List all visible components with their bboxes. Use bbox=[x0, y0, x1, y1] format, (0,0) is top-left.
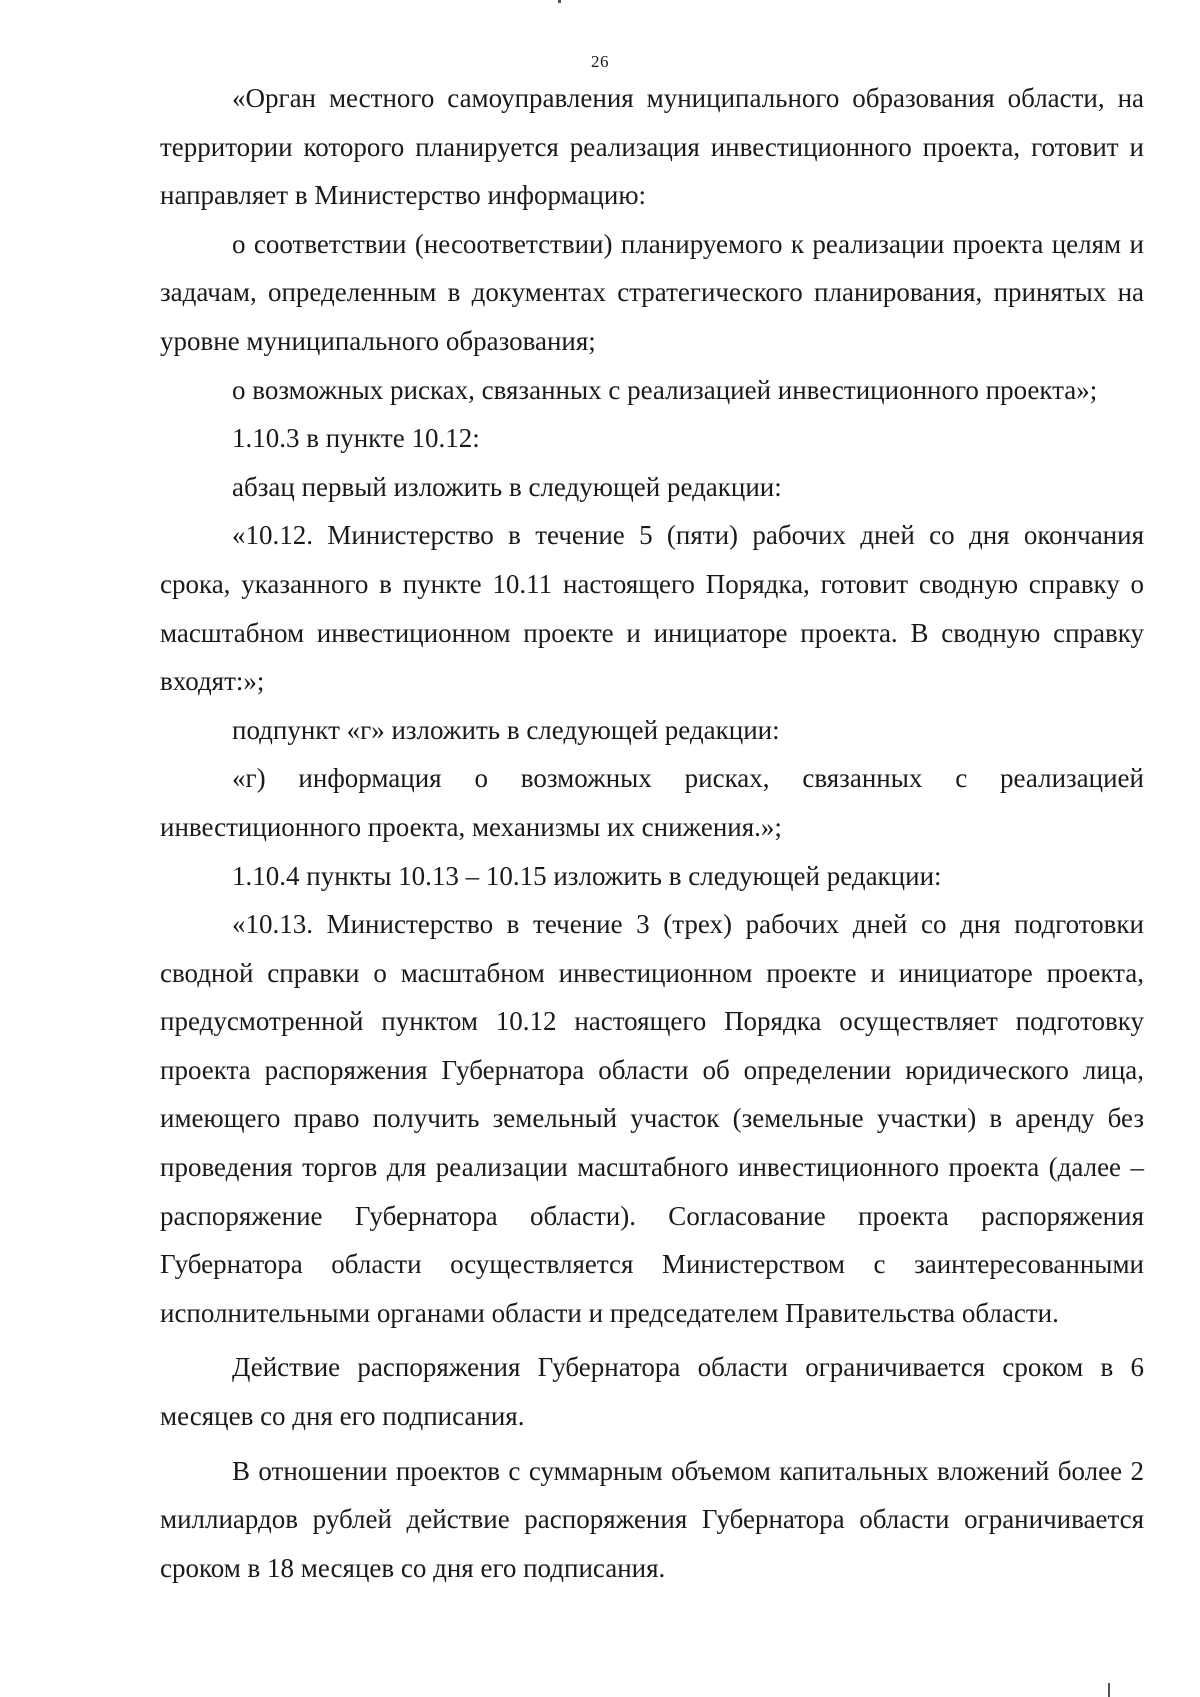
paragraph-8: «г) информация о возможных рисках, связанных с реализацией инвестиционного проекта, механизмы их снижения.»; bbox=[160, 763, 1144, 842]
paragraph-4: 1.10.3 в пункте 10.12: bbox=[232, 423, 480, 454]
paragraph-2: о соответствии (несоответствии) планируемого к реализации проекта целям и задачам, определенным в документах стратегического планирования, принятых на уровне муниципального образования; bbox=[160, 228, 1144, 356]
paragraph-9: 1.10.4 пункты 10.13 – 10.15 изложить в следующей редакции: bbox=[232, 860, 942, 891]
scan-mark-bottom bbox=[1108, 1683, 1110, 1697]
paragraph-1: «Орган местного самоуправления муниципального образования области, на территории которого планируется реализация инвестиционного проекта, готовит и направляет в Министерство информацию: bbox=[160, 83, 1144, 211]
paragraph-7: подпункт «г» изложить в следующей редакции: bbox=[232, 714, 780, 745]
page-number: 26 bbox=[591, 52, 609, 71]
paragraph-12: В отношении проектов с суммарным объемом капитальных вложений более 2 миллиардов рублей действие распоряжения Губернатора области ограничивается сроком в 18 месяцев со дня его подписания. bbox=[160, 1455, 1144, 1583]
scan-mark-top bbox=[558, 0, 561, 3]
paragraph-5: абзац первый изложить в следующей редакции: bbox=[232, 471, 782, 502]
paragraph-3: о возможных рисках, связанных с реализацией инвестиционного проекта»; bbox=[232, 374, 1098, 405]
paragraph-11: Действие распоряжения Губернатора области ограничивается сроком в 6 месяцев со дня его подписания. bbox=[160, 1352, 1144, 1432]
paragraph-10: «10.13. Министерство в течение 3 (трех) рабочих дней со дня подготовки сводной справки о масштабном инвестиционном проекте и инициаторе проекта, предусмотренной пунктом 10.12 настоящего Порядка осуществляет подготовку проекта распоряжения Губернатора области об определении юридического лица, имеющего право получить земельный участок (земельные участки) в аренду без проведения торгов для реализации масштабного инвестиционного проекта (далее – распоряжение Губернатора области). Согласование проекта распоряжения Губернатора области осуществляется Министерством с заинтересованными исполнительными органами области и председателем Правительства области. bbox=[160, 909, 1144, 1328]
paragraph-6: «10.12. Министерство в течение 5 (пяти) рабочих дней со дня окончания срока, указанного в пункте 10.11 настоящего Порядка, готовит сводную справку о масштабном инвестиционном проекте и инициаторе проекта. В сводную справку входят:»; bbox=[160, 520, 1144, 697]
document-body bbox=[160, 74, 1144, 1592]
